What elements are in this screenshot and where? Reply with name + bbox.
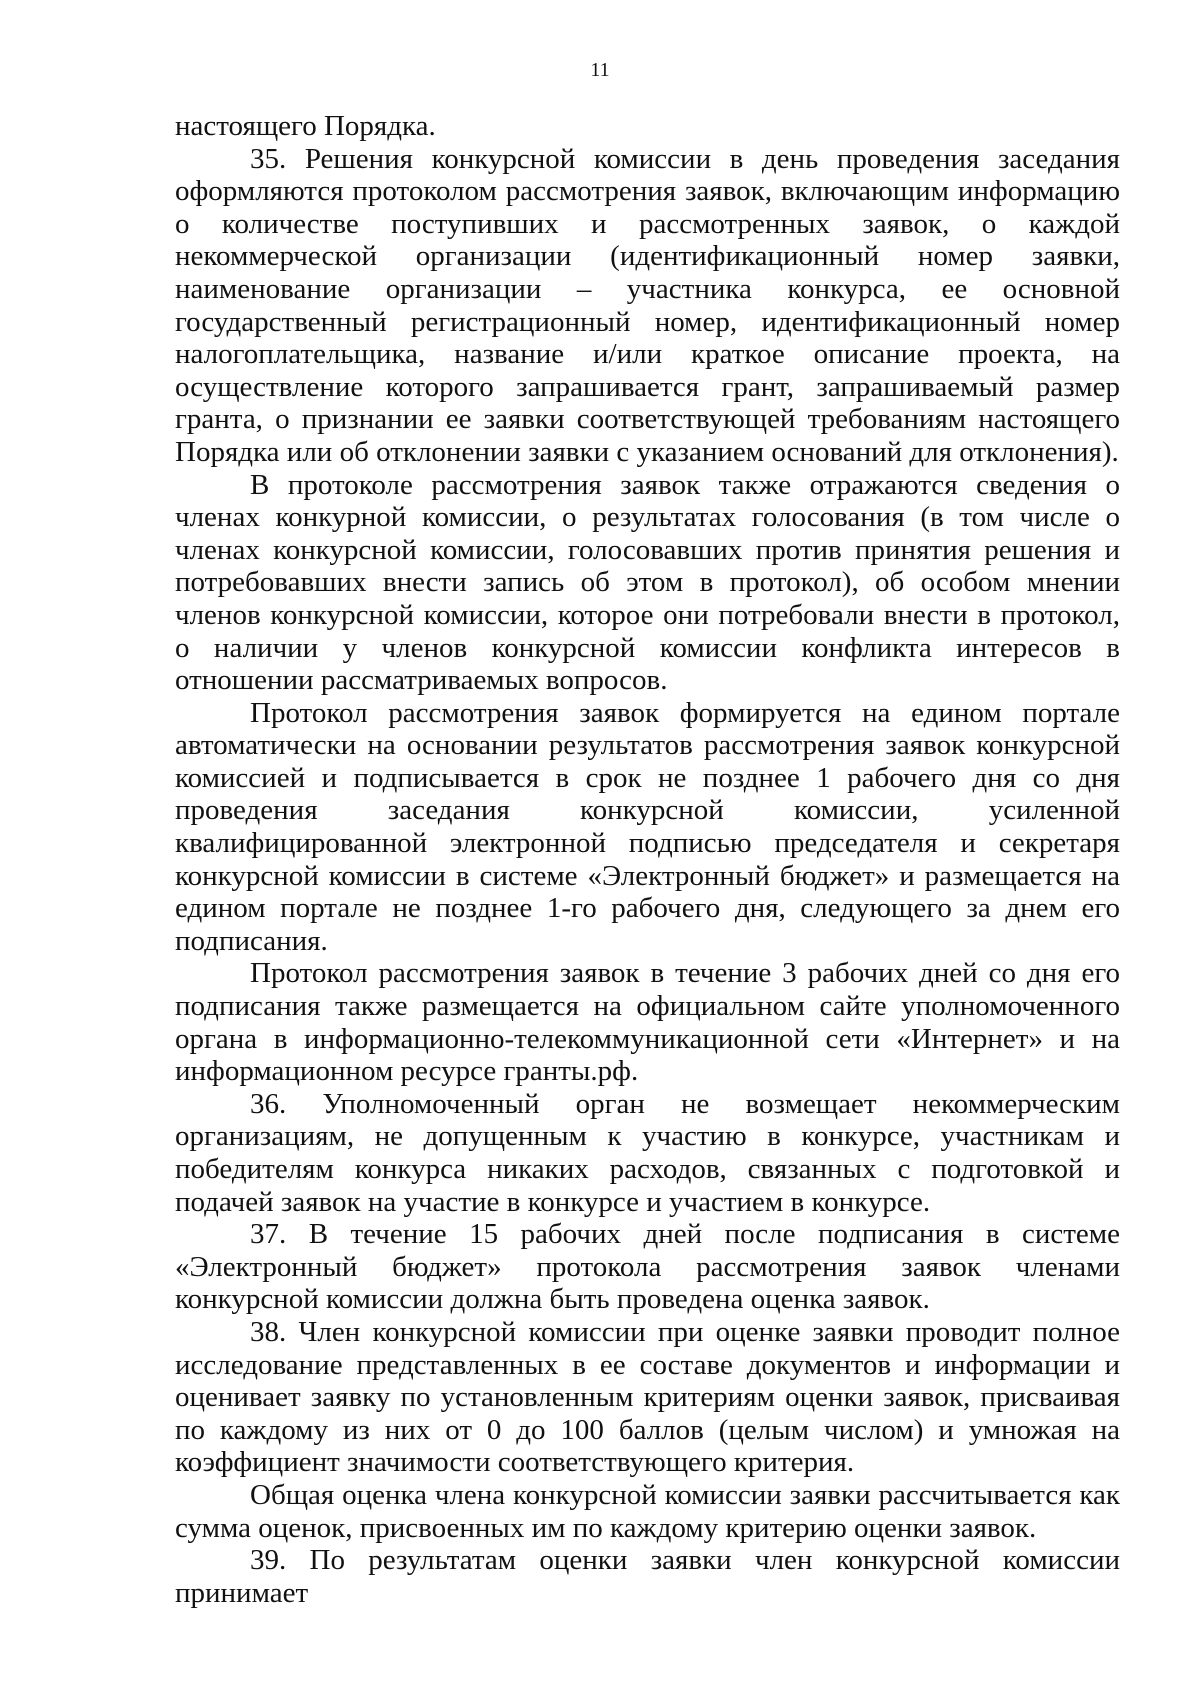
paragraph-protocol-formation: Протокол рассмотрения заявок формируется на едином портале автоматически на основании результатов рассмотрения заявок конкурсной комиссией и подписывается в срок не позднее 1 рабочего дня со дня проведения заседания конкурсной комиссии, усиленной квалифицированной электронной подписью председателя и секретаря конкурсной комиссии в системе «Электронный бюджет» и размещается на едином портале не позднее 1-го рабочего дня, следующего за днем его подписания. [175, 696, 1120, 957]
paragraph-35: 35. Решения конкурсной комиссии в день проведения заседания оформляются протоколом рассмотрения заявок, включающим информацию о количестве поступивших и рассмотренных заявок, о каждой некоммерческой организации (идентификационный номер заявки, наименование организации – участника конкурса, ее основной государственный регистрационный номер, идентификационный номер налогоплательщика, название и/или краткое описание проекта, на осуществление которого запрашивается грант, запрашиваемый размер гранта, о признании ее заявки соответствующей требованиям настоящего Порядка или об отклонении заявки с указанием оснований для отклонения). [175, 142, 1120, 468]
paragraph-protocol-publication: Протокол рассмотрения заявок в течение 3 рабочих дней со дня его подписания также размещается на официальном сайте уполномоченного органа в информационно-телекоммуникационной сети «Интернет» и на информационном ресурсе гранты.рф. [175, 957, 1120, 1088]
paragraph-protocol-details: В протоколе рассмотрения заявок также отражаются сведения о членах конкурной комиссии, о результатах голосования (в том числе о членах конкурсной комиссии, голосовавших против принятия решения и потребовавших внести запись об этом в протокол), об особом мнении членов конкурсной комиссии, которое они потребовали внести в протокол, о наличии у членов конкурсной комиссии конфликта интересов в отношении рассматриваемых вопросов. [175, 468, 1120, 697]
paragraph-38: 38. Член конкурсной комиссии при оценке заявки проводит полное исследование представленных в ее составе документов и информации и оценивает заявку по установленным критериям оценки заявок, присваивая по каждому из них от 0 до 100 баллов (целым числом) и умножая на коэффициент значимости соответствующего критерия. [175, 1315, 1120, 1479]
paragraph-39: 39. По результатам оценки заявки член конкурсной комиссии принимает [175, 1544, 1120, 1609]
page-number: 11 [590, 59, 610, 81]
paragraph-overall-score: Общая оценка члена конкурсной комиссии заявки рассчитывается как сумма оценок, присвоенных им по каждому критерию оценки заявок. [175, 1478, 1120, 1544]
paragraph-continuation: настоящего Порядка. [175, 110, 436, 142]
paragraph-36: 36. Уполномоченный орган не возмещает некоммерческим организациям, не допущенным к участию в конкурсе, участникам и победителям конкурса никаких расходов, связанных с подготовкой и подачей заявок на участие в конкурсе и участием в конкурсе. [175, 1087, 1120, 1218]
document-body [175, 110, 1120, 1609]
paragraph-37: 37. В течение 15 рабочих дней после подписания в системе «Электронный бюджет» протокола рассмотрения заявок членами конкурсной комиссии должна быть проведена оценка заявок. [175, 1218, 1120, 1316]
